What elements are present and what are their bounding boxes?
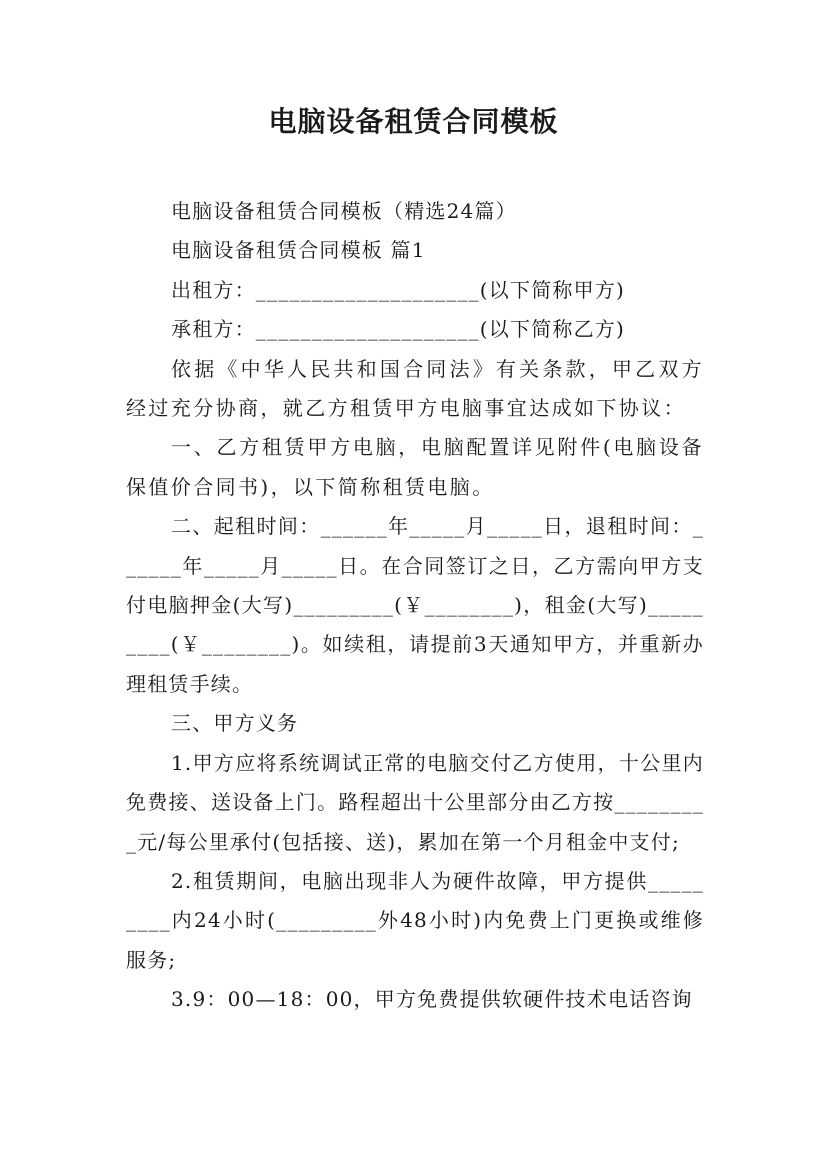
paragraph-article-heading: 电脑设备租赁合同模板 篇1: [171, 238, 426, 263]
paragraph-preamble: 依据《中华人民共和国合同法》有关条款，甲乙双方经过充分协商，就乙方租赁甲方电脑事宜达成如下协议：: [126, 356, 704, 421]
paragraph-clause-3-item-2: 2.租赁期间，电脑出现非人为硬件故障，甲方提供_________内24小时(_________外48小时)内免费上门更换或维修服务;: [126, 868, 704, 972]
document-title: 电脑设备租赁合同模板: [268, 105, 559, 138]
paragraph-clause-1: 一、乙方租赁甲方电脑，电脑配置详见附件(电脑设备保值价合同书)，以下简称租赁电脑。: [126, 435, 704, 499]
document-body: [126, 192, 704, 1020]
paragraph-lessor: 出租方：____________________(以下简称甲方): [171, 277, 626, 302]
paragraph-clause-2: 二、起租时间：______年_____月_____日，退租时间：______年_____月_____日。在合同签订之日，乙方需向甲方支付电脑押金(大写)_________(￥________)，租金(大写)_________(￥________)。如续租，请提前3天通知甲方，并重新办理租赁手续。: [126, 514, 704, 696]
paragraph-subtitle: 电脑设备租赁合同模板（精选24篇）: [171, 199, 517, 223]
paragraph-lessee: 承租方：____________________(以下简称乙方): [171, 317, 626, 342]
paragraph-clause-3-item-3: 3.9：00—18：00，甲方免费提供软硬件技术电话咨询: [171, 987, 693, 1012]
paragraph-clause-3-heading: 三、甲方义务: [171, 711, 299, 736]
paragraph-clause-3-item-1: 1.甲方应将系统调试正常的电脑交付乙方使用，十公里内免费接、送设备上门。路程超出十公里部分由乙方按_________元/每公里承付(包括接、送)，累加在第一个月租金中支付;: [126, 750, 704, 854]
